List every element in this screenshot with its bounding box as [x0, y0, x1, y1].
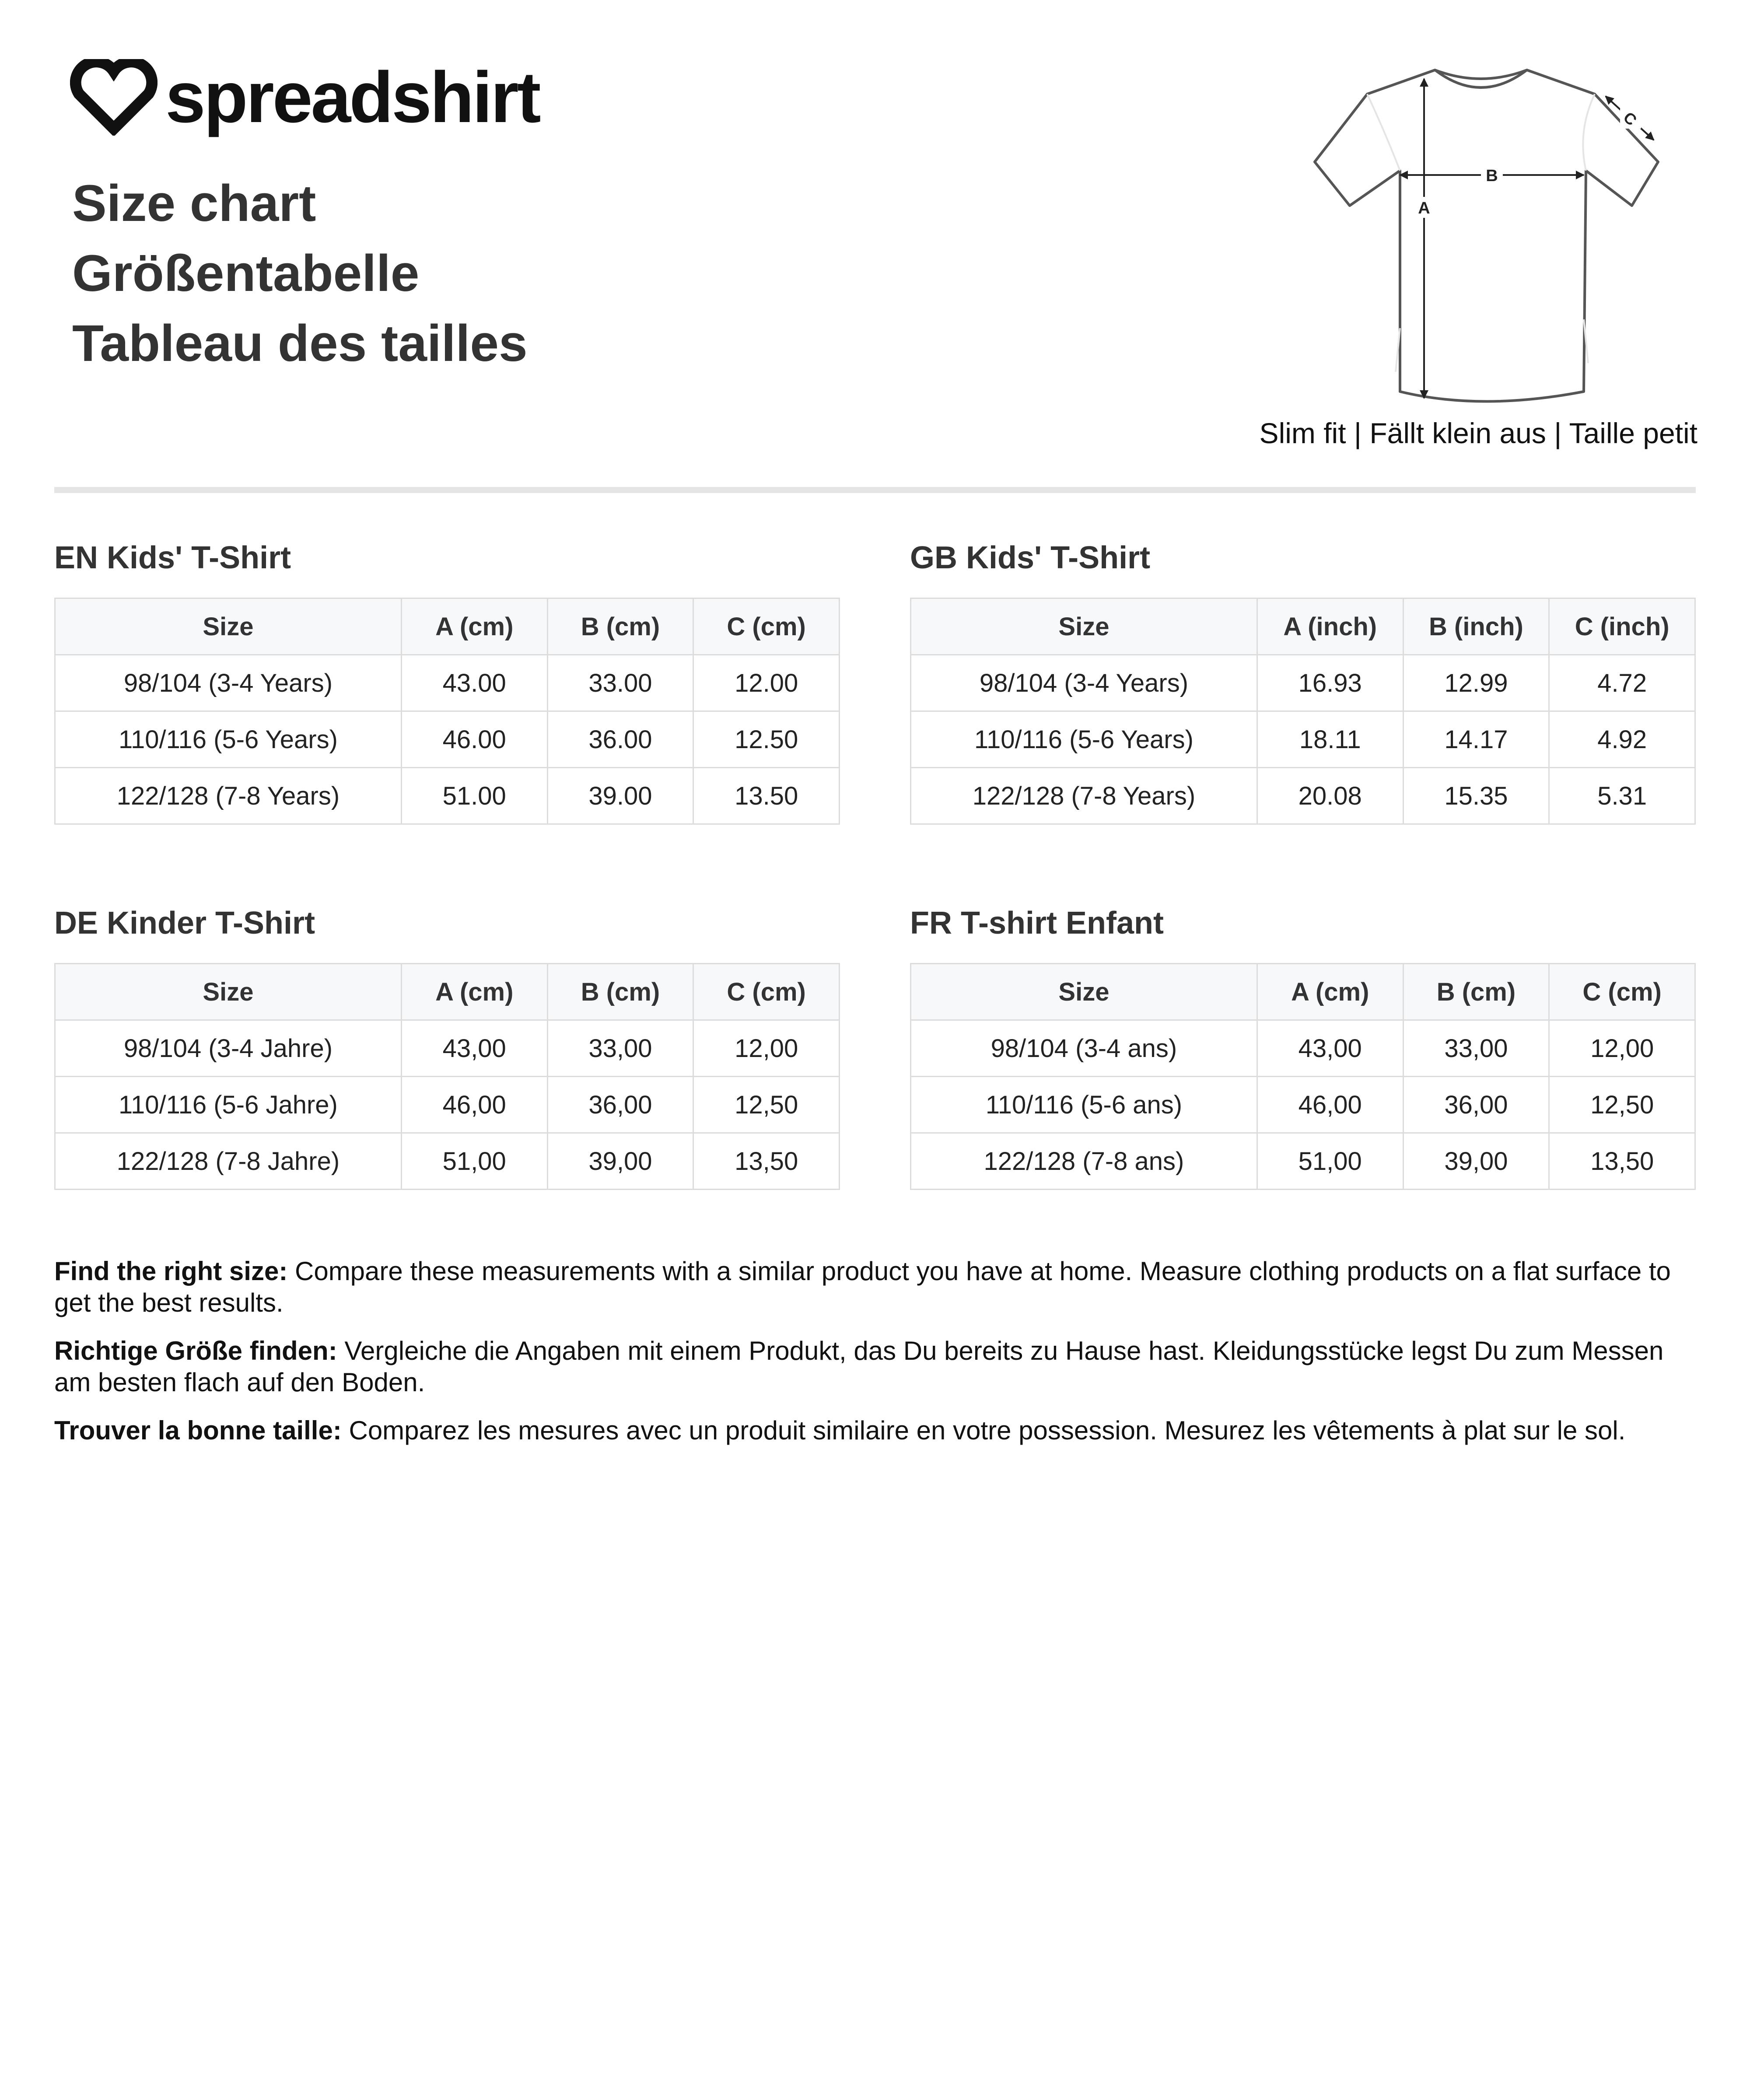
size-table-gb — [910, 538, 1696, 825]
diagram-label-a: A — [1418, 199, 1430, 217]
table-cell: 12.00 — [693, 655, 840, 711]
table-cell: 46.00 — [401, 711, 547, 768]
table-row — [911, 655, 1695, 711]
table-cell: 4.92 — [1549, 711, 1695, 768]
size-table-de — [54, 903, 840, 1190]
table-cell: 12.99 — [1403, 655, 1549, 711]
table-cell: 98/104 (3-4 Jahre) — [55, 1020, 402, 1077]
table-cell: 43.00 — [401, 655, 547, 711]
divider — [54, 487, 1696, 493]
size-table — [54, 963, 840, 1190]
table-cell: 122/128 (7-8 ans) — [911, 1133, 1257, 1190]
title-fr: Tableau des tailles — [72, 315, 528, 372]
table-cell: 110/116 (5-6 Years) — [911, 711, 1257, 768]
tshirt-measurement-diagram — [1308, 66, 1662, 411]
instruction-en — [54, 1256, 1699, 1319]
table-cell: 13.50 — [693, 768, 840, 824]
title-block — [72, 168, 528, 378]
table-cell: 122/128 (7-8 Years) — [55, 768, 402, 824]
instruction-label: Trouver la bonne taille: — [54, 1416, 342, 1445]
table-header-row — [55, 598, 840, 655]
size-table-en — [54, 538, 840, 825]
instruction-fr — [54, 1415, 1699, 1446]
table-cell: 33.00 — [547, 655, 693, 711]
spreadshirt-logo — [70, 59, 539, 136]
table-row — [55, 711, 840, 768]
size-table — [54, 598, 840, 825]
table-cell: 12,00 — [1549, 1020, 1695, 1077]
column-header: B (cm) — [547, 964, 693, 1020]
table-cell: 51,00 — [401, 1133, 547, 1190]
logo-wordmark: spreadshirt — [165, 57, 539, 137]
table-row — [911, 1133, 1695, 1190]
column-header: Size — [55, 598, 402, 655]
table-cell: 110/116 (5-6 Years) — [55, 711, 402, 768]
column-header: Size — [911, 598, 1257, 655]
table-cell: 12,50 — [1549, 1077, 1695, 1133]
table-cell: 12,00 — [693, 1020, 840, 1077]
column-header: B (inch) — [1403, 598, 1549, 655]
table-row — [55, 1077, 840, 1133]
table-cell: 20.08 — [1257, 768, 1403, 824]
table-cell: 13,50 — [693, 1133, 840, 1190]
table-header-row — [55, 964, 840, 1020]
column-header: A (cm) — [401, 598, 547, 655]
diagram-label-b: B — [1486, 167, 1498, 185]
table-row — [911, 711, 1695, 768]
table-row — [911, 1020, 1695, 1077]
table-header-row — [911, 598, 1695, 655]
column-header: B (cm) — [547, 598, 693, 655]
table-cell: 12,50 — [693, 1077, 840, 1133]
table-cell: 122/128 (7-8 Jahre) — [55, 1133, 402, 1190]
table-cell: 43,00 — [401, 1020, 547, 1077]
instruction-de — [54, 1335, 1699, 1398]
table-cell: 46,00 — [401, 1077, 547, 1133]
column-header: Size — [911, 964, 1257, 1020]
table-cell: 12.50 — [693, 711, 840, 768]
column-header: A (inch) — [1257, 598, 1403, 655]
table-header-row — [911, 964, 1695, 1020]
instruction-label: Richtige Größe finden: — [54, 1336, 337, 1365]
table-title: EN Kids' T-Shirt — [54, 540, 291, 575]
table-title: FR T-shirt Enfant — [910, 906, 1164, 941]
table-cell: 51,00 — [1257, 1133, 1403, 1190]
table-title: DE Kinder T-Shirt — [54, 906, 315, 941]
table-cell: 39,00 — [547, 1133, 693, 1190]
table-cell: 33,00 — [547, 1020, 693, 1077]
size-table-fr — [910, 903, 1696, 1190]
instruction-text: Compare these measurements with a similar product you have at home. Measure clothing products on a flat surface to get the best results. — [54, 1256, 1671, 1317]
column-header: C (cm) — [693, 964, 840, 1020]
table-cell: 15.35 — [1403, 768, 1549, 824]
table-row — [55, 1133, 840, 1190]
measurement-instructions — [54, 1256, 1699, 1463]
table-row — [55, 655, 840, 711]
table-cell: 51.00 — [401, 768, 547, 824]
table-title: GB Kids' T-Shirt — [910, 540, 1151, 575]
column-header: C (cm) — [1549, 964, 1695, 1020]
table-cell: 98/104 (3-4 Years) — [55, 655, 402, 711]
table-cell: 5.31 — [1549, 768, 1695, 824]
table-cell: 110/116 (5-6 ans) — [911, 1077, 1257, 1133]
fit-note: Slim fit | Fällt klein aus | Taille petit — [1259, 417, 1698, 449]
tshirt-outline — [1315, 70, 1658, 402]
instruction-text: Comparez les mesures avec un produit similaire en votre possession. Mesurez les vêtements à plat sur le sol. — [341, 1416, 1626, 1445]
table-cell: 36,00 — [547, 1077, 693, 1133]
table-cell: 13,50 — [1549, 1133, 1695, 1190]
table-row — [911, 1077, 1695, 1133]
title-de: Größentabelle — [72, 245, 420, 302]
table-cell: 98/104 (3-4 Years) — [911, 655, 1257, 711]
heart-logo-icon — [70, 59, 158, 136]
table-row — [911, 768, 1695, 824]
size-table — [910, 963, 1696, 1190]
table-row — [55, 768, 840, 824]
table-cell: 39,00 — [1403, 1133, 1549, 1190]
diagram-label-c: C — [1620, 108, 1641, 130]
table-cell: 18.11 — [1257, 711, 1403, 768]
table-cell: 4.72 — [1549, 655, 1695, 711]
instruction-text: Vergleiche die Angaben mit einem Produkt, das Du bereits zu Hause hast. Kleidungsstücke legst Du zum Messen am besten flach auf den Boden. — [54, 1336, 1664, 1397]
column-header: Size — [55, 964, 402, 1020]
table-cell: 16.93 — [1257, 655, 1403, 711]
column-header: A (cm) — [1257, 964, 1403, 1020]
table-cell: 110/116 (5-6 Jahre) — [55, 1077, 402, 1133]
size-table — [910, 598, 1696, 825]
column-header: C (cm) — [693, 598, 840, 655]
column-header: B (cm) — [1403, 964, 1549, 1020]
table-cell: 36,00 — [1403, 1077, 1549, 1133]
table-cell: 43,00 — [1257, 1020, 1403, 1077]
table-cell: 122/128 (7-8 Years) — [911, 768, 1257, 824]
table-row — [55, 1020, 840, 1077]
column-header: C (inch) — [1549, 598, 1695, 655]
table-cell: 98/104 (3-4 ans) — [911, 1020, 1257, 1077]
instruction-label: Find the right size: — [54, 1256, 288, 1286]
table-cell: 36.00 — [547, 711, 693, 768]
table-cell: 33,00 — [1403, 1020, 1549, 1077]
title-en: Size chart — [72, 175, 316, 232]
table-cell: 46,00 — [1257, 1077, 1403, 1133]
table-cell: 39.00 — [547, 768, 693, 824]
column-header: A (cm) — [401, 964, 547, 1020]
table-cell: 14.17 — [1403, 711, 1549, 768]
